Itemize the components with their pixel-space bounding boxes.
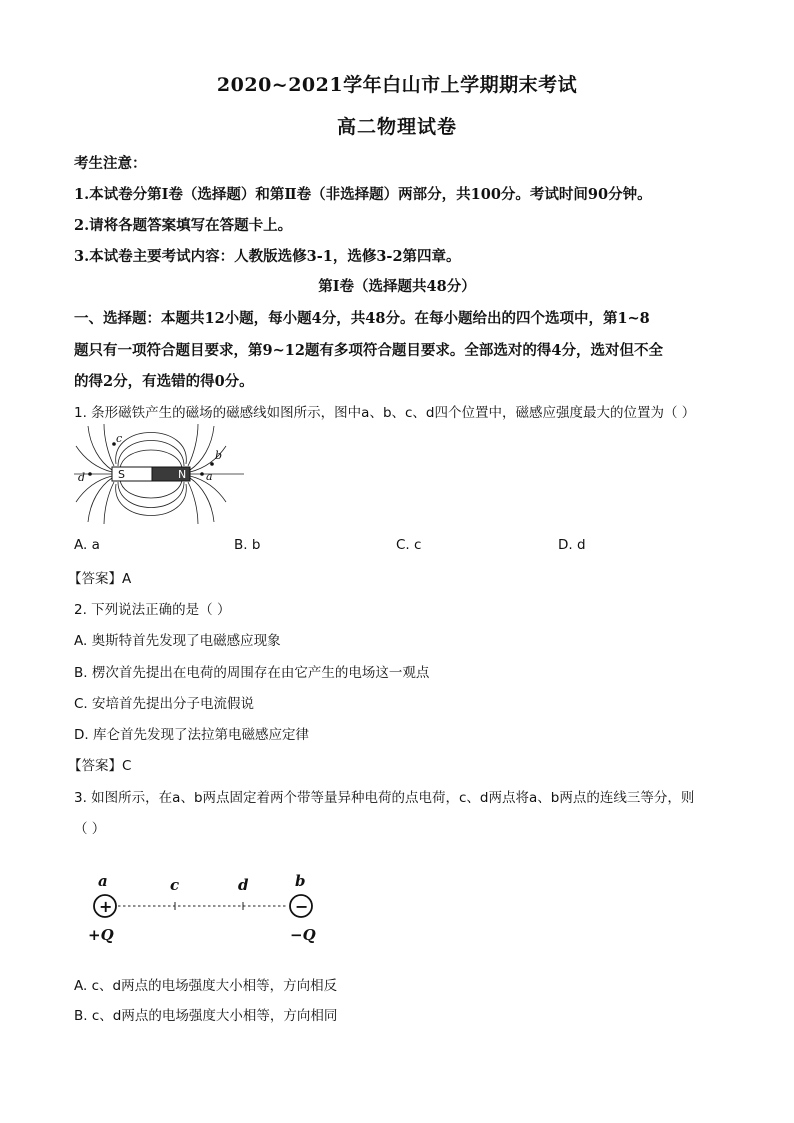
label-c: c (170, 876, 180, 894)
field-line (104, 482, 114, 524)
field-line (120, 480, 182, 498)
section-instructions-2: 题只有一项符合题目要求，第9~12题有多项符合题目要求。全部选对的得4分，选对但不全 (74, 342, 664, 359)
magnet-s-label: S (118, 468, 125, 481)
field-line (88, 426, 112, 470)
magnet-n-label: N (178, 468, 187, 481)
question-2-option-b: B. 楞次首先提出在电荷的周围存在由它产生的电场这一观点 (74, 665, 430, 681)
question-3-stem: 3. 如图所示，在a、b两点固定着两个带等量异种电荷的点电荷，c、d两点将a、b两点的连线三等分，则 (74, 790, 695, 806)
field-line (118, 482, 184, 508)
question-1-option-a: A. a (74, 537, 100, 553)
section-instructions-3: 的得2分，有选错的得0分。 (74, 373, 254, 390)
point-d (88, 472, 92, 476)
note-item-1: 1.本试卷分第Ⅰ卷（选择题）和第Ⅱ卷（非选择题）两部分，共100分。考试时间90分钟。 (74, 186, 652, 203)
point-b (210, 462, 214, 466)
label-c: c (116, 432, 123, 445)
question-1-option-b: B. b (234, 537, 261, 553)
section-title: 第Ⅰ卷（选择题共48分） (318, 278, 476, 295)
question-2-option-a: A. 奥斯特首先发现了电磁感应现象 (74, 633, 281, 649)
label-d: d (78, 471, 86, 484)
field-line (188, 482, 198, 524)
field-line (118, 441, 184, 467)
field-line (76, 446, 112, 472)
label-a: a (206, 470, 213, 483)
section-instructions-1: 一、选择题：本题共12小题，每小题4分，共48分。在每小题给出的四个选项中，第1~8 (74, 310, 650, 327)
label-d: d (238, 876, 249, 894)
point-charges-figure (86, 868, 326, 948)
charge-label-minus-q: −Q (290, 926, 316, 944)
question-1-option-d: D. d (558, 537, 586, 553)
field-line (188, 424, 198, 466)
note-item-2: 2.请将各题答案填写在答题卡上。 (74, 217, 293, 234)
notes-heading: 考生注意： (74, 155, 147, 172)
question-2-answer: 【答案】C (68, 758, 132, 774)
label-b: b (215, 449, 223, 462)
field-line (88, 478, 112, 522)
plus-sign: + (99, 897, 113, 916)
question-1-answer: 【答案】A (68, 571, 132, 587)
question-1-option-c: C. c (396, 537, 422, 553)
field-line (104, 424, 114, 466)
point-a (200, 472, 204, 476)
bar-magnet-field-figure (74, 424, 244, 524)
charge-label-plus-q: +Q (88, 926, 114, 944)
question-2-option-d: D. 库仑首先发现了法拉第电磁感应定律 (74, 727, 309, 743)
field-line (190, 478, 214, 522)
question-2-stem: 2. 下列说法正确的是（ ） (74, 602, 231, 618)
question-3-option-a: A. c、d两点的电场强度大小相等，方向相反 (74, 978, 338, 994)
exam-subtitle: 高二物理试卷 (336, 116, 457, 138)
question-3-stem-cont: （ ） (74, 821, 106, 837)
question-1-stem: 1. 条形磁铁产生的磁场的磁感线如图所示，图中a、b、c、d四个位置中，磁感应强度最大的位置为（ ） (74, 405, 696, 421)
label-a: a (98, 872, 108, 890)
minus-sign: − (295, 897, 309, 916)
exam-title: 2020~2021学年白山市上学期期末考试 (216, 74, 578, 96)
label-b: b (295, 872, 306, 890)
field-line (120, 450, 182, 468)
question-2-option-c: C. 安培首先提出分子电流假说 (74, 696, 255, 712)
note-item-3: 3.本试卷主要考试内容：人教版选修3-1，选修3-2第四章。 (74, 248, 461, 265)
question-3-option-b: B. c、d两点的电场强度大小相等，方向相同 (74, 1008, 338, 1024)
